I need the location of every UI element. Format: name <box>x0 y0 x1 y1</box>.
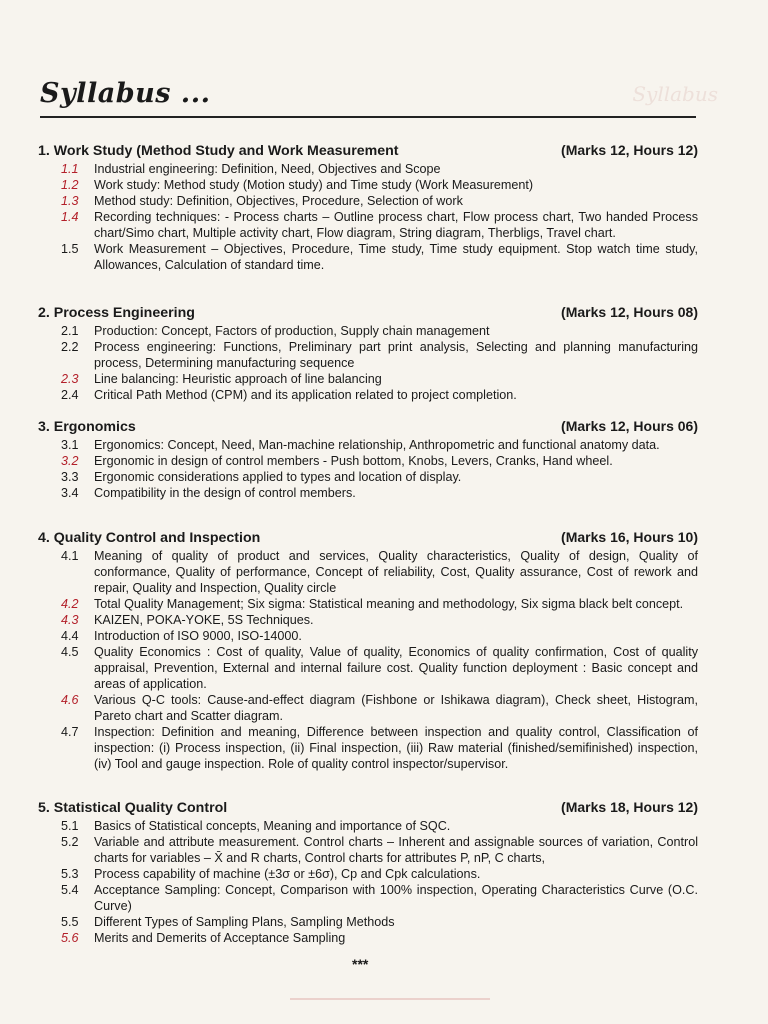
list-item <box>58 453 698 469</box>
item-number: 1.1 <box>61 162 79 176</box>
item-number: 4.3 <box>61 613 79 627</box>
item-text: Method study: Definition, Objectives, Procedure, Selection of work <box>94 194 463 208</box>
item-text: Ergonomic considerations applied to types and location of display. <box>94 470 462 484</box>
item-text: Work Measurement – Objectives, Procedure, Time study, Time study equipment. Stop watch time study, Allowances, Calculation of standard time. <box>94 242 698 272</box>
section-header <box>38 304 698 321</box>
item-text: Total Quality Management; Six sigma: Statistical meaning and methodology, Six sigma black belt concept. <box>94 597 684 611</box>
item-text: KAIZEN, POKA-YOKE, 5S Techniques. <box>94 613 314 627</box>
item-text: Industrial engineering: Definition, Need, Objectives and Scope <box>94 162 441 176</box>
item-text: Critical Path Method (CPM) and its application related to project completion. <box>94 388 517 402</box>
list-item <box>58 882 698 914</box>
list-item <box>58 692 698 724</box>
bleed-through-text: Syllabus <box>632 82 718 106</box>
item-text: Different Types of Sampling Plans, Sampling Methods <box>94 915 395 929</box>
list-item <box>58 724 698 772</box>
item-number: 4.1 <box>61 549 79 563</box>
section-title: 1. Work Study (Method Study and Work Measurement <box>38 143 399 159</box>
list-item <box>58 628 698 644</box>
bottom-decorative-line <box>290 998 490 1000</box>
list-item <box>58 596 698 612</box>
list-item <box>58 612 698 628</box>
section-header <box>38 418 698 435</box>
list-item <box>58 437 698 453</box>
item-number: 4.4 <box>61 629 79 643</box>
item-number: 3.4 <box>61 486 79 500</box>
item-text: Merits and Demerits of Acceptance Sampling <box>94 931 346 945</box>
item-text: Acceptance Sampling: Concept, Comparison with 100% inspection, Operating Characteristics Curve (O.C. Curve) <box>94 883 698 913</box>
item-number: 4.5 <box>61 645 79 659</box>
section-title: 2. Process Engineering <box>38 305 195 321</box>
list-item <box>58 371 698 387</box>
item-number: 5.3 <box>61 867 79 881</box>
item-text: Meaning of quality of product and services, Quality characteristics, Quality of design, Quality of conformance, Quality of performance, Concept of reliability, Cost, Quality assurance, Cost of rework and repair, Quality and Inspection, Quality circle <box>94 549 698 595</box>
item-number: 5.2 <box>61 835 79 849</box>
item-text: Introduction of ISO 9000, ISO-14000. <box>94 629 302 643</box>
item-text: Inspection: Definition and meaning, Difference between inspection and quality control, Classification of inspection: (i) Process inspection, (ii) Final inspection, (iii) Raw material (finished/semifinished) inspection, (iv) Tool and gauge inspection. Role of quality control inspector/supervisor. <box>94 725 698 771</box>
item-text: Process capability of machine (±3σ or ±6σ), Cp and Cpk calculations. <box>94 867 481 881</box>
list-item <box>58 241 698 273</box>
section-marks: (Marks 12, Hours 06) <box>561 418 698 434</box>
section-work-study <box>38 142 698 273</box>
item-number: 1.4 <box>61 210 79 224</box>
list-item <box>58 866 698 882</box>
item-number: 1.3 <box>61 194 79 208</box>
list-item <box>58 469 698 485</box>
item-number: 2.4 <box>61 388 79 402</box>
list-item <box>58 339 698 371</box>
item-text: Basics of Statistical concepts, Meaning and importance of SQC. <box>94 819 451 833</box>
list-item <box>58 209 698 241</box>
item-number: 5.4 <box>61 883 79 897</box>
end-mark: *** <box>352 956 369 972</box>
section-title: 5. Statistical Quality Control <box>38 800 228 816</box>
list-item <box>58 834 698 866</box>
item-text: Compatibility in the design of control members. <box>94 486 356 500</box>
item-text: Quality Economics : Cost of quality, Value of quality, Economics of quality confirmation, Cost of quality appraisal, Prevention, External and internal failure cost. Quality function deployment : Basic concept and areas of application. <box>94 645 698 691</box>
list-item <box>58 930 698 946</box>
item-number: 3.3 <box>61 470 79 484</box>
list-item <box>58 323 698 339</box>
list-item <box>58 914 698 930</box>
list-item <box>58 548 698 596</box>
section-quality-control <box>38 529 698 772</box>
list-item <box>58 193 698 209</box>
page-title: Syllabus ... <box>40 78 211 109</box>
section-marks: (Marks 18, Hours 12) <box>561 799 698 815</box>
item-text: Variable and attribute measurement. Control charts – Inherent and assignable sources of variation, Control charts for variables – X̄ and R charts, Control charts for attributes P, nP, C charts, <box>94 835 698 865</box>
section-marks: (Marks 12, Hours 12) <box>561 142 698 158</box>
item-number: 1.5 <box>61 242 79 256</box>
section-header <box>38 799 698 816</box>
list-item <box>58 161 698 177</box>
section-title: 3. Ergonomics <box>38 419 136 435</box>
item-text: Ergonomic in design of control members - Push bottom, Knobs, Levers, Cranks, Hand wheel. <box>94 454 613 468</box>
section-header <box>38 142 698 159</box>
list-item <box>58 818 698 834</box>
item-text: Work study: Method study (Motion study) and Time study (Work Measurement) <box>94 178 534 192</box>
item-text: Ergonomics: Concept, Need, Man-machine relationship, Anthropometric and functional anatomy data. <box>94 438 660 452</box>
list-item <box>58 177 698 193</box>
item-number: 2.2 <box>61 340 79 354</box>
item-text: Various Q-C tools: Cause-and-effect diagram (Fishbone or Ishikawa diagram), Check sheet, Histogram, Pareto chart and Scatter diagram. <box>94 693 698 723</box>
item-number: 5.1 <box>61 819 79 833</box>
item-text: Line balancing: Heuristic approach of line balancing <box>94 372 382 386</box>
item-number: 5.5 <box>61 915 79 929</box>
item-number: 4.6 <box>61 693 79 707</box>
item-text: Recording techniques: - Process charts – Outline process chart, Flow process chart, Two handed Process chart/Simo chart, Multiple activity chart, Flow diagram, String diagram, Therbligs, Travel chart. <box>94 210 698 240</box>
item-number: 5.6 <box>61 931 79 945</box>
section-marks: (Marks 12, Hours 08) <box>561 304 698 320</box>
section-process-engineering <box>38 304 698 403</box>
item-number: 1.2 <box>61 178 79 192</box>
item-number: 4.2 <box>61 597 79 611</box>
item-number: 4.7 <box>61 725 79 739</box>
section-marks: (Marks 16, Hours 10) <box>561 529 698 545</box>
section-ergonomics <box>38 418 698 501</box>
item-number: 2.1 <box>61 324 79 338</box>
item-text: Process engineering: Functions, Preliminary part print analysis, Selecting and planning manufacturing process, Determining manufacturing sequence <box>94 340 698 370</box>
list-item <box>58 387 698 403</box>
item-text: Production: Concept, Factors of production, Supply chain management <box>94 324 490 338</box>
section-header <box>38 529 698 546</box>
item-number: 3.2 <box>61 454 79 468</box>
title-underline <box>40 116 696 118</box>
item-number: 2.3 <box>61 372 79 386</box>
list-item <box>58 485 698 501</box>
item-number: 3.1 <box>61 438 79 452</box>
section-statistical-quality-control <box>38 799 698 946</box>
list-item <box>58 644 698 692</box>
section-title: 4. Quality Control and Inspection <box>38 530 261 546</box>
